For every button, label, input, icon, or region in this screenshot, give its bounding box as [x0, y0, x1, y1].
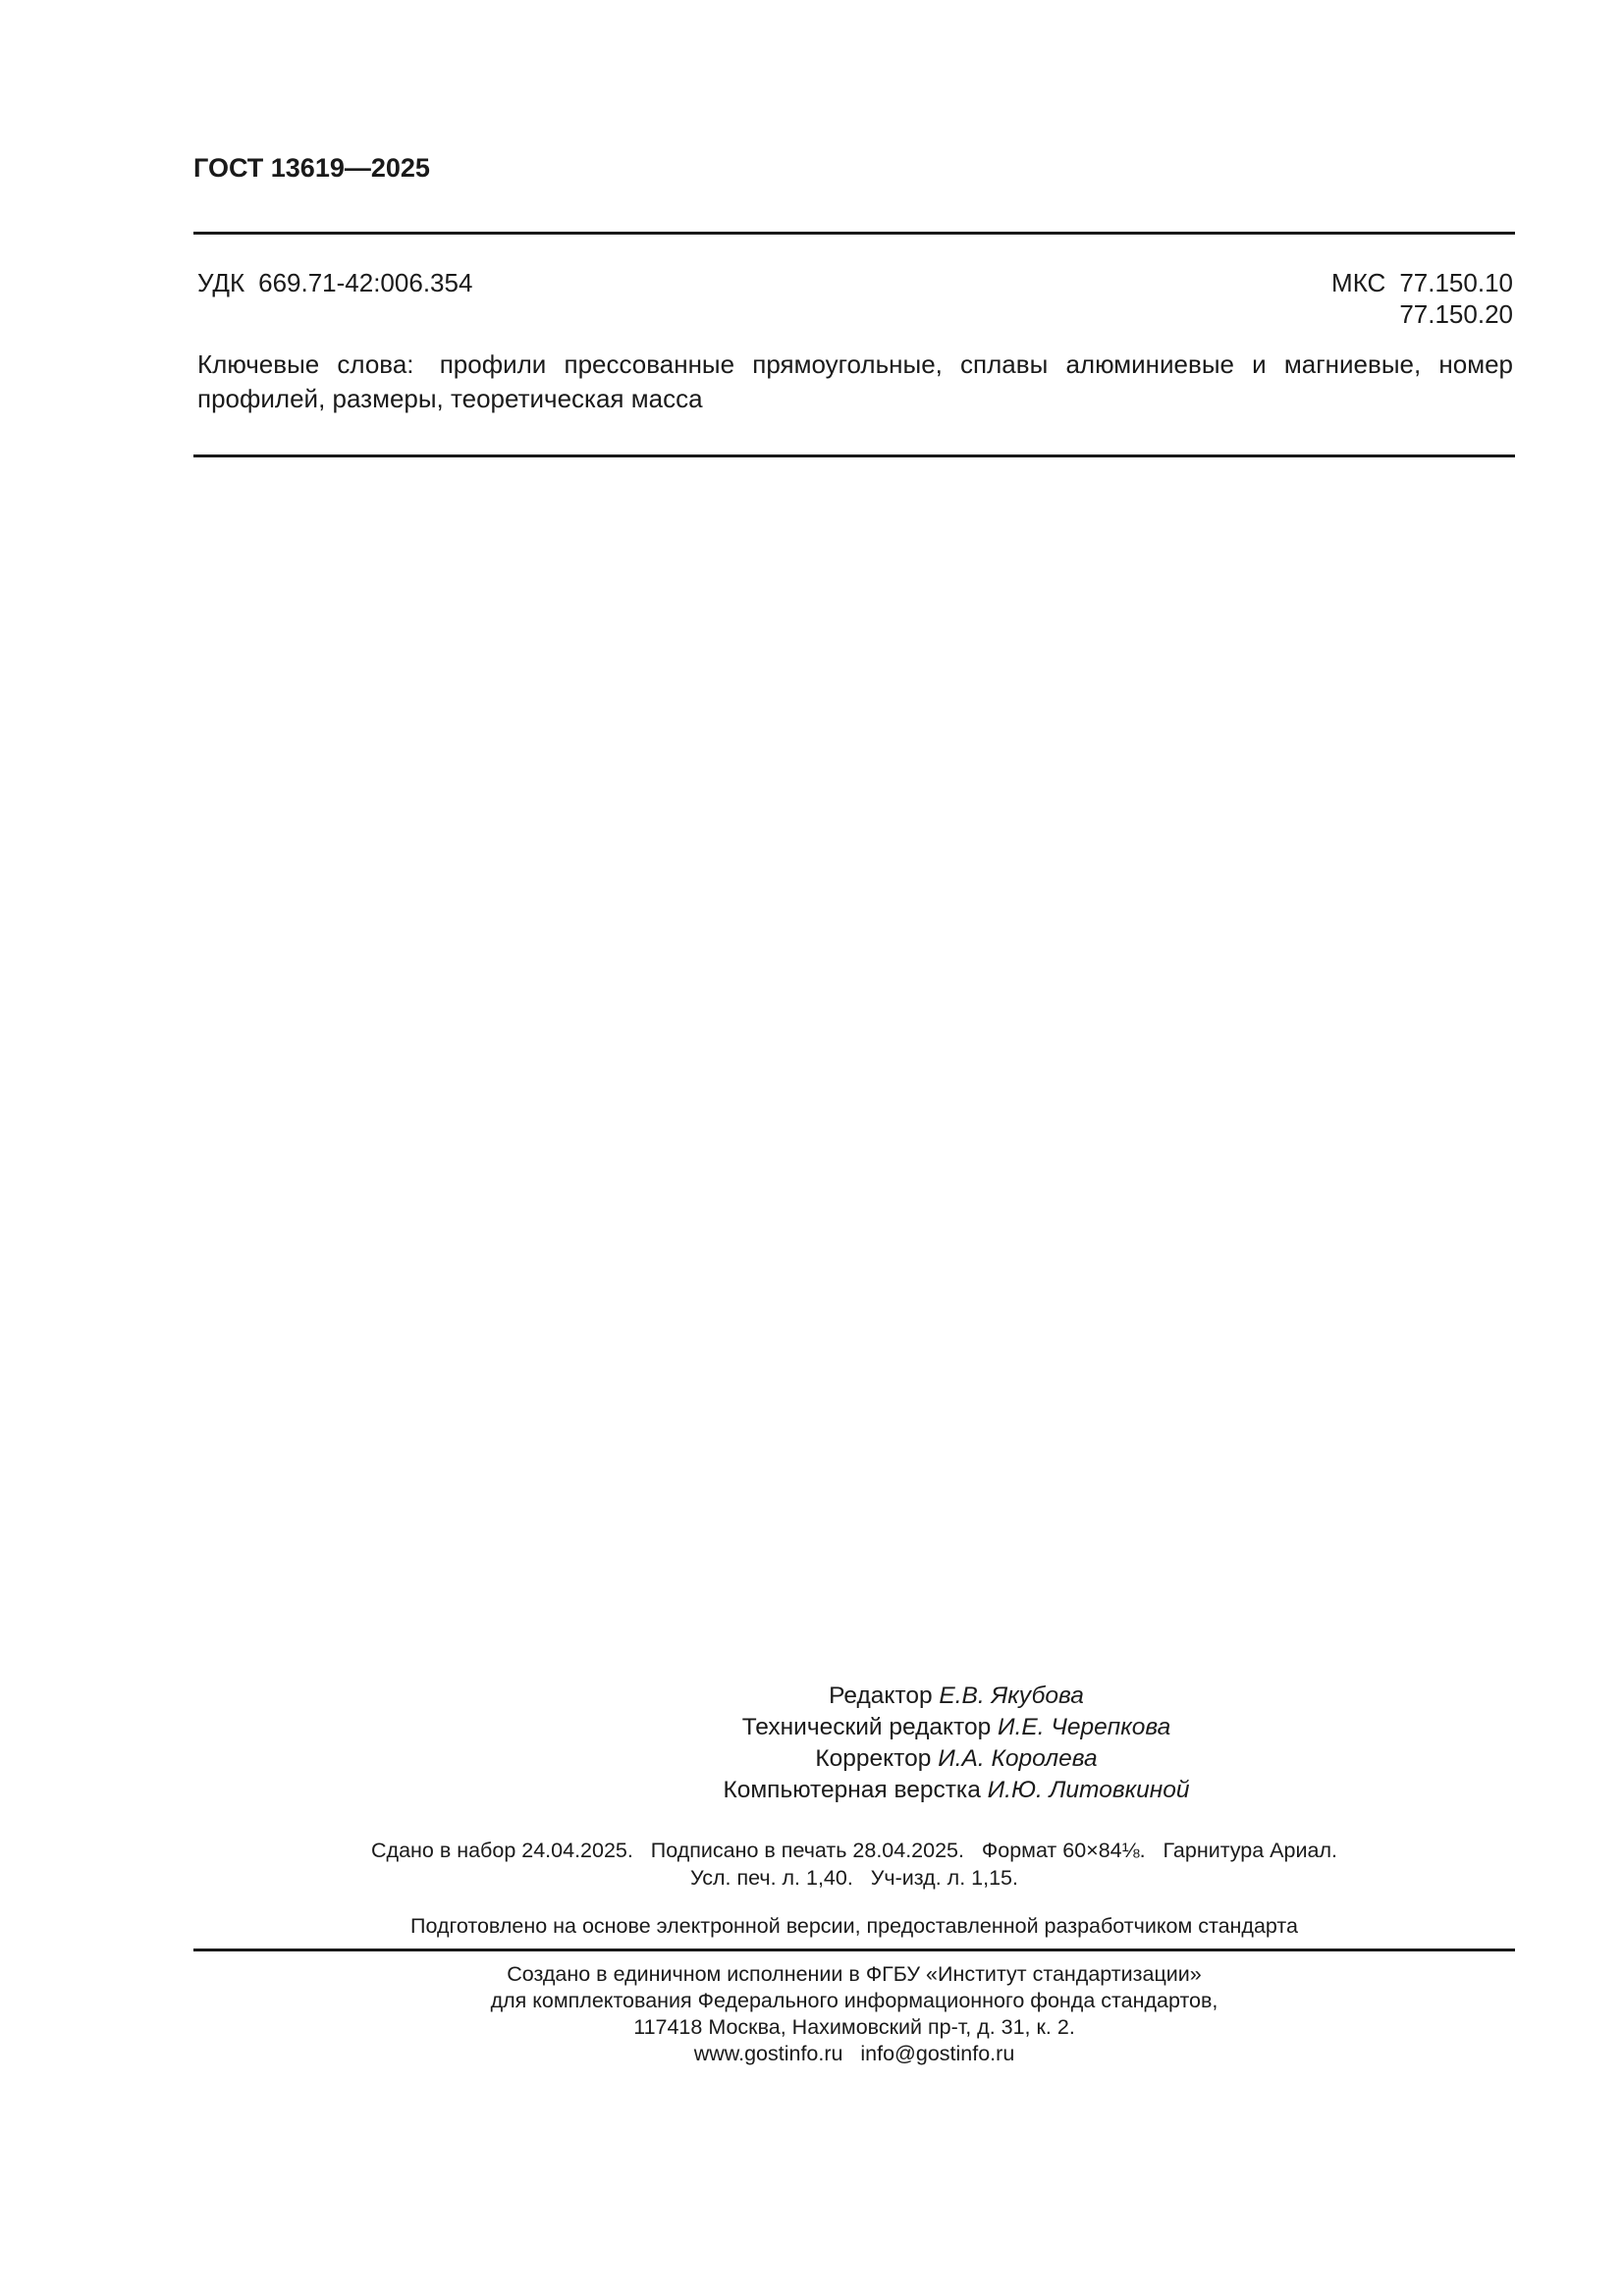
credit-layout	[0, 1775, 1624, 1806]
bottom-divider	[193, 1949, 1515, 1951]
publisher-contacts	[0, 2041, 1624, 2067]
document-code: ГОСТ 13619—2025	[193, 153, 430, 183]
credit-editor	[0, 1681, 1624, 1712]
credit-role: Редактор	[829, 1682, 933, 1709]
udk-label: УДК	[197, 268, 245, 297]
credit-technical-editor	[0, 1712, 1624, 1743]
mks-line-2	[1331, 298, 1513, 330]
top-divider	[193, 232, 1515, 235]
credit-role: Корректор	[815, 1745, 932, 1772]
credit-person: И.А. Королева	[938, 1745, 1098, 1772]
credit-person: И.Ю. Литовкиной	[987, 1777, 1190, 1803]
printed-sheets: Усл. печ. л. 1,40.	[690, 1866, 853, 1890]
mks-label: МКС	[1331, 268, 1386, 297]
paper-format: Формат 60×84⅛.	[981, 1839, 1146, 1862]
publisher-line-2: для комплектования Федерального информационного фонда стандартов,	[490, 1989, 1218, 2012]
signed-date: Подписано в печать 28.04.2025.	[650, 1839, 964, 1862]
credit-proofreader	[0, 1743, 1624, 1775]
keywords	[197, 347, 1513, 416]
keywords-label: Ключевые слова:	[197, 349, 414, 379]
mks-value-1: 77.150.10	[1399, 268, 1513, 297]
publisher-email-link[interactable]: info@gostinfo.ru	[860, 2042, 1015, 2065]
credit-role: Компьютерная верстка	[723, 1777, 981, 1803]
keywords-divider	[193, 454, 1515, 457]
credits-block	[0, 1681, 1624, 1806]
mks-line-1	[1331, 267, 1513, 298]
submitted-date: Сдано в набор 24.04.2025.	[371, 1839, 633, 1862]
publisher-website-link[interactable]: www.gostinfo.ru	[693, 2042, 843, 2065]
print-info	[0, 1837, 1624, 1892]
publisher-block	[0, 1961, 1624, 2067]
publisher-sheets: Уч-изд. л. 1,15.	[870, 1866, 1018, 1890]
print-info-line-1	[0, 1837, 1624, 1864]
mks-code	[1331, 267, 1513, 330]
keywords-text: профили прессованные прямоугольные, сплавы алюминиевые и магниевые, номер профилей, размеры, теоретическая масса	[197, 349, 1513, 413]
credit-role: Технический редактор	[741, 1714, 992, 1740]
typeface: Гарнитура Ариал.	[1163, 1839, 1337, 1862]
print-info-line-2	[0, 1864, 1624, 1892]
mks-value-2: 77.150.20	[1399, 299, 1513, 329]
credit-person: И.Е. Черепкова	[998, 1714, 1171, 1740]
udk-code	[197, 267, 472, 298]
prepared-note: Подготовлено на основе электронной версии, предоставленной разработчиком стандарта	[410, 1914, 1298, 1938]
credit-person: Е.В. Якубова	[939, 1682, 1084, 1709]
publisher-address: 117418 Москва, Нахимовский пр-т, д. 31, к. 2.	[633, 2015, 1075, 2039]
udk-value: 669.71-42:006.354	[258, 268, 473, 297]
publisher-line-1: Создано в единичном исполнении в ФГБУ «Институт стандартизации»	[507, 1962, 1202, 1986]
